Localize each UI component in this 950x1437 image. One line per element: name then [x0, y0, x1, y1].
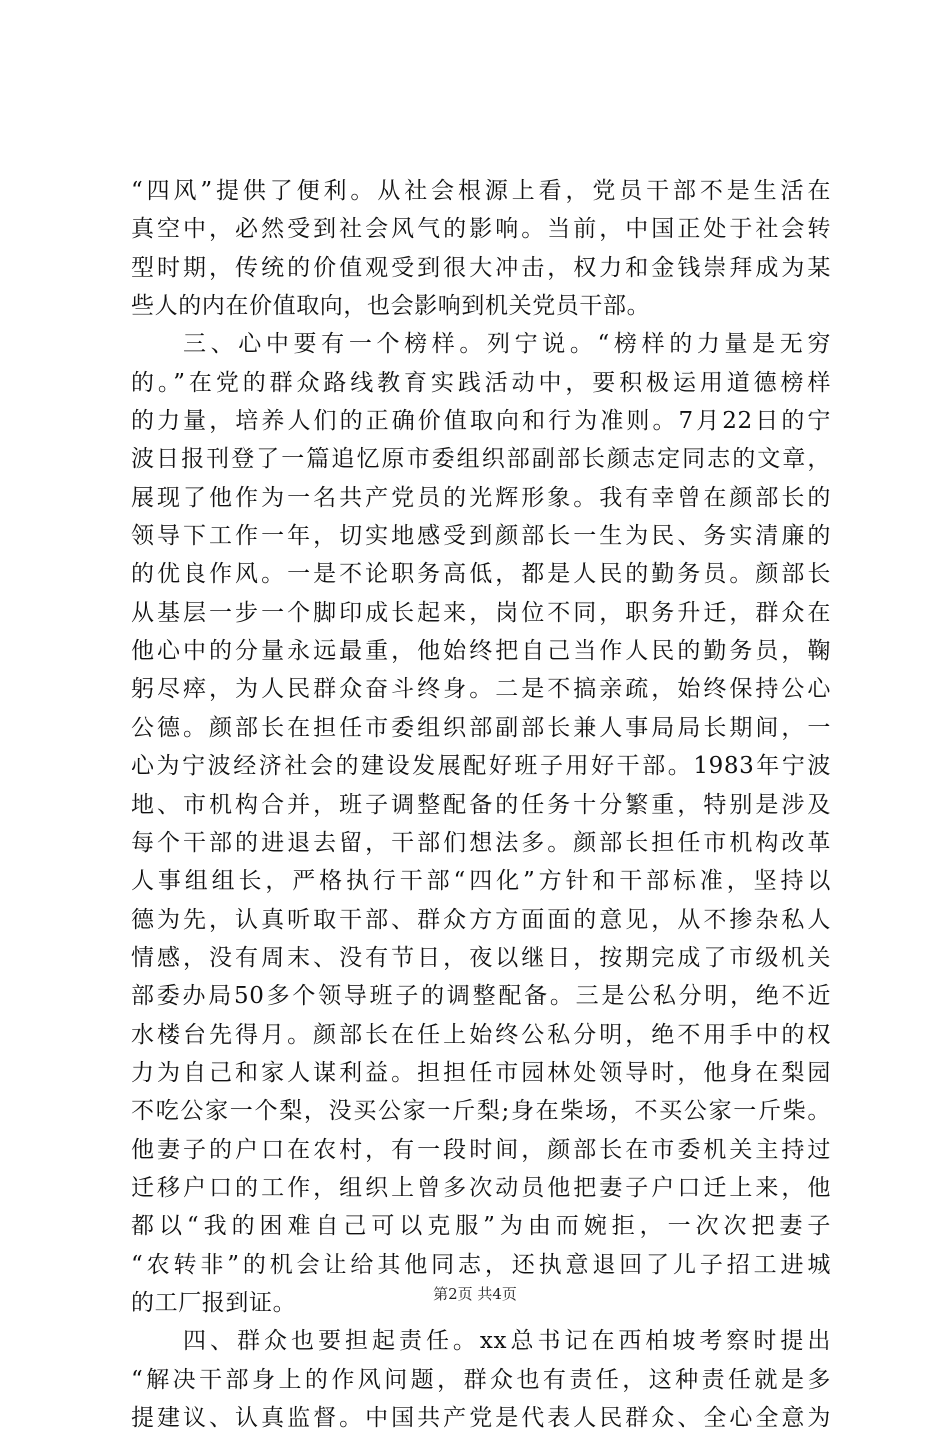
text-line: 波日报刊登了一篇追忆原市委组织部副部长颜志定同志的文章， — [131, 446, 831, 473]
page-footer: 第2页 共4页 — [433, 1285, 517, 1303]
text-line: 些人的内在价值取向，也会影响到机关党员干部。 — [131, 293, 651, 320]
text-line: 部委办局50多个领导班子的调整配备。三是公私分明，绝不近 — [131, 983, 831, 1010]
text-line: 情感，没有周末、没有节日，夜以继日，按期完成了市级机关 — [131, 944, 831, 971]
text-line: 心为宁波经济社会的建设发展配好班子用好干部。1983年宁波 — [131, 753, 831, 780]
text-line: 每个干部的进退去留，干部们想法多。颜部长担任市机构改革 — [131, 829, 831, 856]
text-line: 从基层一步一个脚印成长起来，岗位不同，职务升迁，群众在 — [131, 599, 831, 626]
text-line: 提建议、认真监督。中国共产党是代表人民群众、全心全意为 — [131, 1405, 831, 1431]
text-line: 的。”在党的群众路线教育实践活动中，要积极运用道德榜样 — [131, 369, 831, 396]
text-line: 都以“我的困难自己可以克服”为由而婉拒，一次次把妻子 — [131, 1213, 831, 1240]
paragraph-start-line: 四、群众也要担起责任。xx总书记在西柏坡考察时提出 — [183, 1328, 831, 1355]
text-line: 型时期，传统的价值观受到很大冲击，权力和金钱崇拜成为某 — [131, 254, 831, 281]
text-line: 力为自己和家人谋利益。担担任市园林处领导时，他身在梨园 — [131, 1059, 831, 1086]
paragraph-start-line: 三、心中要有一个榜样。列宁说。“榜样的力量是无穷 — [183, 331, 831, 358]
text-line: 德为先，认真听取干部、群众方方面面的意见，从不掺杂私人 — [131, 906, 831, 933]
text-line: 水楼台先得月。颜部长在任上始终公私分明，绝不用手中的权 — [131, 1021, 831, 1048]
text-line: 的工厂报到证。 — [131, 1289, 297, 1316]
text-line: 领导下工作一年，切实地感受到颜部长一生为民、务实清廉的 — [131, 523, 831, 550]
text-line: 真空中，必然受到社会风气的影响。当前，中国正处于社会转 — [131, 216, 831, 243]
text-line: 迁移户口的工作，组织上曾多次动员他把妻子户口迁上来，他 — [131, 1174, 831, 1201]
text-line: 的力量，培养人们的正确价值取向和行为准则。7月22日的宁 — [131, 408, 831, 435]
text-line: 他心中的分量永远最重，他始终把自己当作人民的勤务员，鞠 — [131, 638, 831, 665]
text-line: “四风”提供了便利。从社会根源上看，党员干部不是生活在 — [131, 178, 831, 204]
text-line: 地、市机构合并，班子调整配备的任务十分繁重，特别是涉及 — [131, 791, 831, 818]
text-line: 的优良作风。一是不论职务高低，都是人民的勤务员。颜部长 — [131, 561, 831, 588]
text-line: 展现了他作为一名共产党员的光辉形象。我有幸曾在颜部长的 — [131, 484, 831, 511]
text-line: 人事组组长，严格执行干部“四化”方针和干部标准，坚持以 — [131, 868, 831, 895]
text-line: “解决干部身上的作风问题，群众也有责任，这种责任就是多 — [131, 1366, 831, 1393]
text-line: “农转非”的机会让给其他同志，还执意退回了儿子招工进城 — [131, 1251, 831, 1278]
text-line: 他妻子的户口在农村，有一段时间，颜部长在市委机关主持过 — [131, 1136, 831, 1163]
document-body — [131, 172, 831, 1437]
text-line: 公德。颜部长在担任市委组织部副部长兼人事局局长期间，一 — [131, 714, 831, 741]
text-line: 不吃公家一个梨，没买公家一斤梨;身在柴场，不买公家一斤柴。 — [131, 1098, 831, 1125]
text-line: 躬尽瘁，为人民群众奋斗终身。二是不搞亲疏，始终保持公心 — [131, 676, 831, 703]
